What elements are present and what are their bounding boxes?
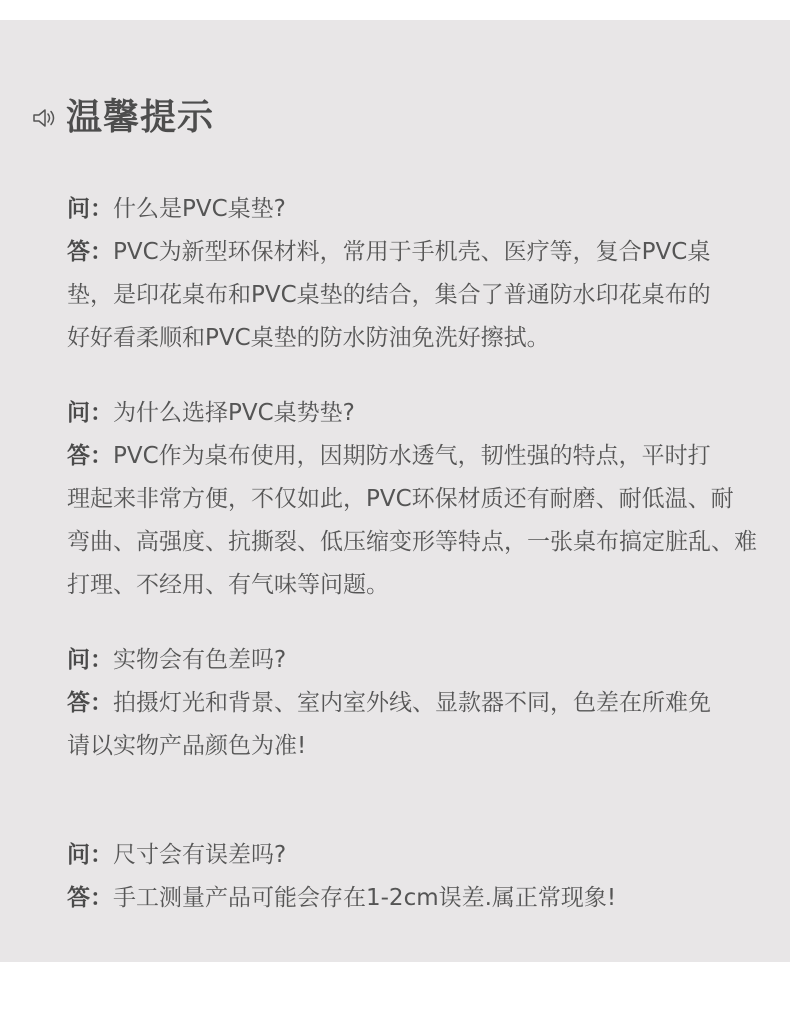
question-prefix: 问： [67, 400, 113, 426]
answer-line [67, 231, 757, 274]
question-prefix: 问： [67, 196, 113, 222]
question-line [67, 834, 757, 877]
answer-line [67, 435, 757, 478]
qa-item [67, 392, 757, 607]
answer-text: 拍摄灯光和背景、室内室外线、显款器不同，色差在所难免 [113, 690, 711, 716]
question-prefix: 问： [67, 842, 113, 868]
answer-line [67, 317, 757, 360]
answer-prefix: 答： [67, 239, 113, 265]
answer-text: 手工测量产品可能会存在1-2cm误差.属正常现象! [113, 885, 617, 911]
answer-text: PVC作为桌布使用，因期防水透气，韧性强的特点，平时打 [113, 443, 711, 469]
answer-text: 理起来非常方便，不仅如此，PVC环保材质还有耐磨、耐低温、耐 [67, 486, 734, 512]
answer-prefix: 答： [67, 443, 113, 469]
question-text: 什么是PVC桌垫? [113, 196, 286, 222]
answer-line [67, 682, 757, 725]
question-text: 尺寸会有误差吗? [113, 842, 287, 868]
title-row [32, 94, 214, 142]
answer-line [67, 564, 757, 607]
answer-line [67, 274, 757, 317]
page-title: 温馨提示 [66, 97, 215, 138]
tips-panel [0, 20, 790, 962]
answer-line [67, 521, 757, 564]
answer-prefix: 答： [67, 885, 113, 911]
qa-item [67, 639, 757, 768]
answer-text: PVC为新型环保材料，常用于手机壳、医疗等，复合PVC桌 [113, 239, 711, 265]
question-line [67, 639, 757, 682]
answer-text: 好好看柔顺和PVC桌垫的防水防油免洗好擦拭。 [67, 325, 550, 351]
qa-item [67, 188, 757, 360]
question-text: 为什么选择PVC桌势垫? [113, 400, 355, 426]
question-prefix: 问： [67, 647, 113, 673]
answer-text: 垫，是印花桌布和PVC桌垫的结合，集合了普通防水印花桌布的 [67, 282, 711, 308]
speaker-icon [32, 107, 60, 129]
question-line [67, 392, 757, 435]
answer-text: 打理、不经用、有气味等问题。 [67, 572, 389, 598]
qa-item [67, 834, 757, 920]
answer-text: 请以实物产品颜色为准! [67, 733, 307, 759]
question-text: 实物会有色差吗? [113, 647, 287, 673]
answer-line [67, 877, 757, 920]
answer-prefix: 答： [67, 690, 113, 716]
answer-line [67, 725, 757, 768]
question-line [67, 188, 757, 231]
answer-text: 弯曲、高强度、抗撕裂、低压缩变形等特点，一张桌布搞定脏乱、难 [67, 529, 757, 555]
qa-list [67, 188, 757, 920]
answer-line [67, 478, 757, 521]
